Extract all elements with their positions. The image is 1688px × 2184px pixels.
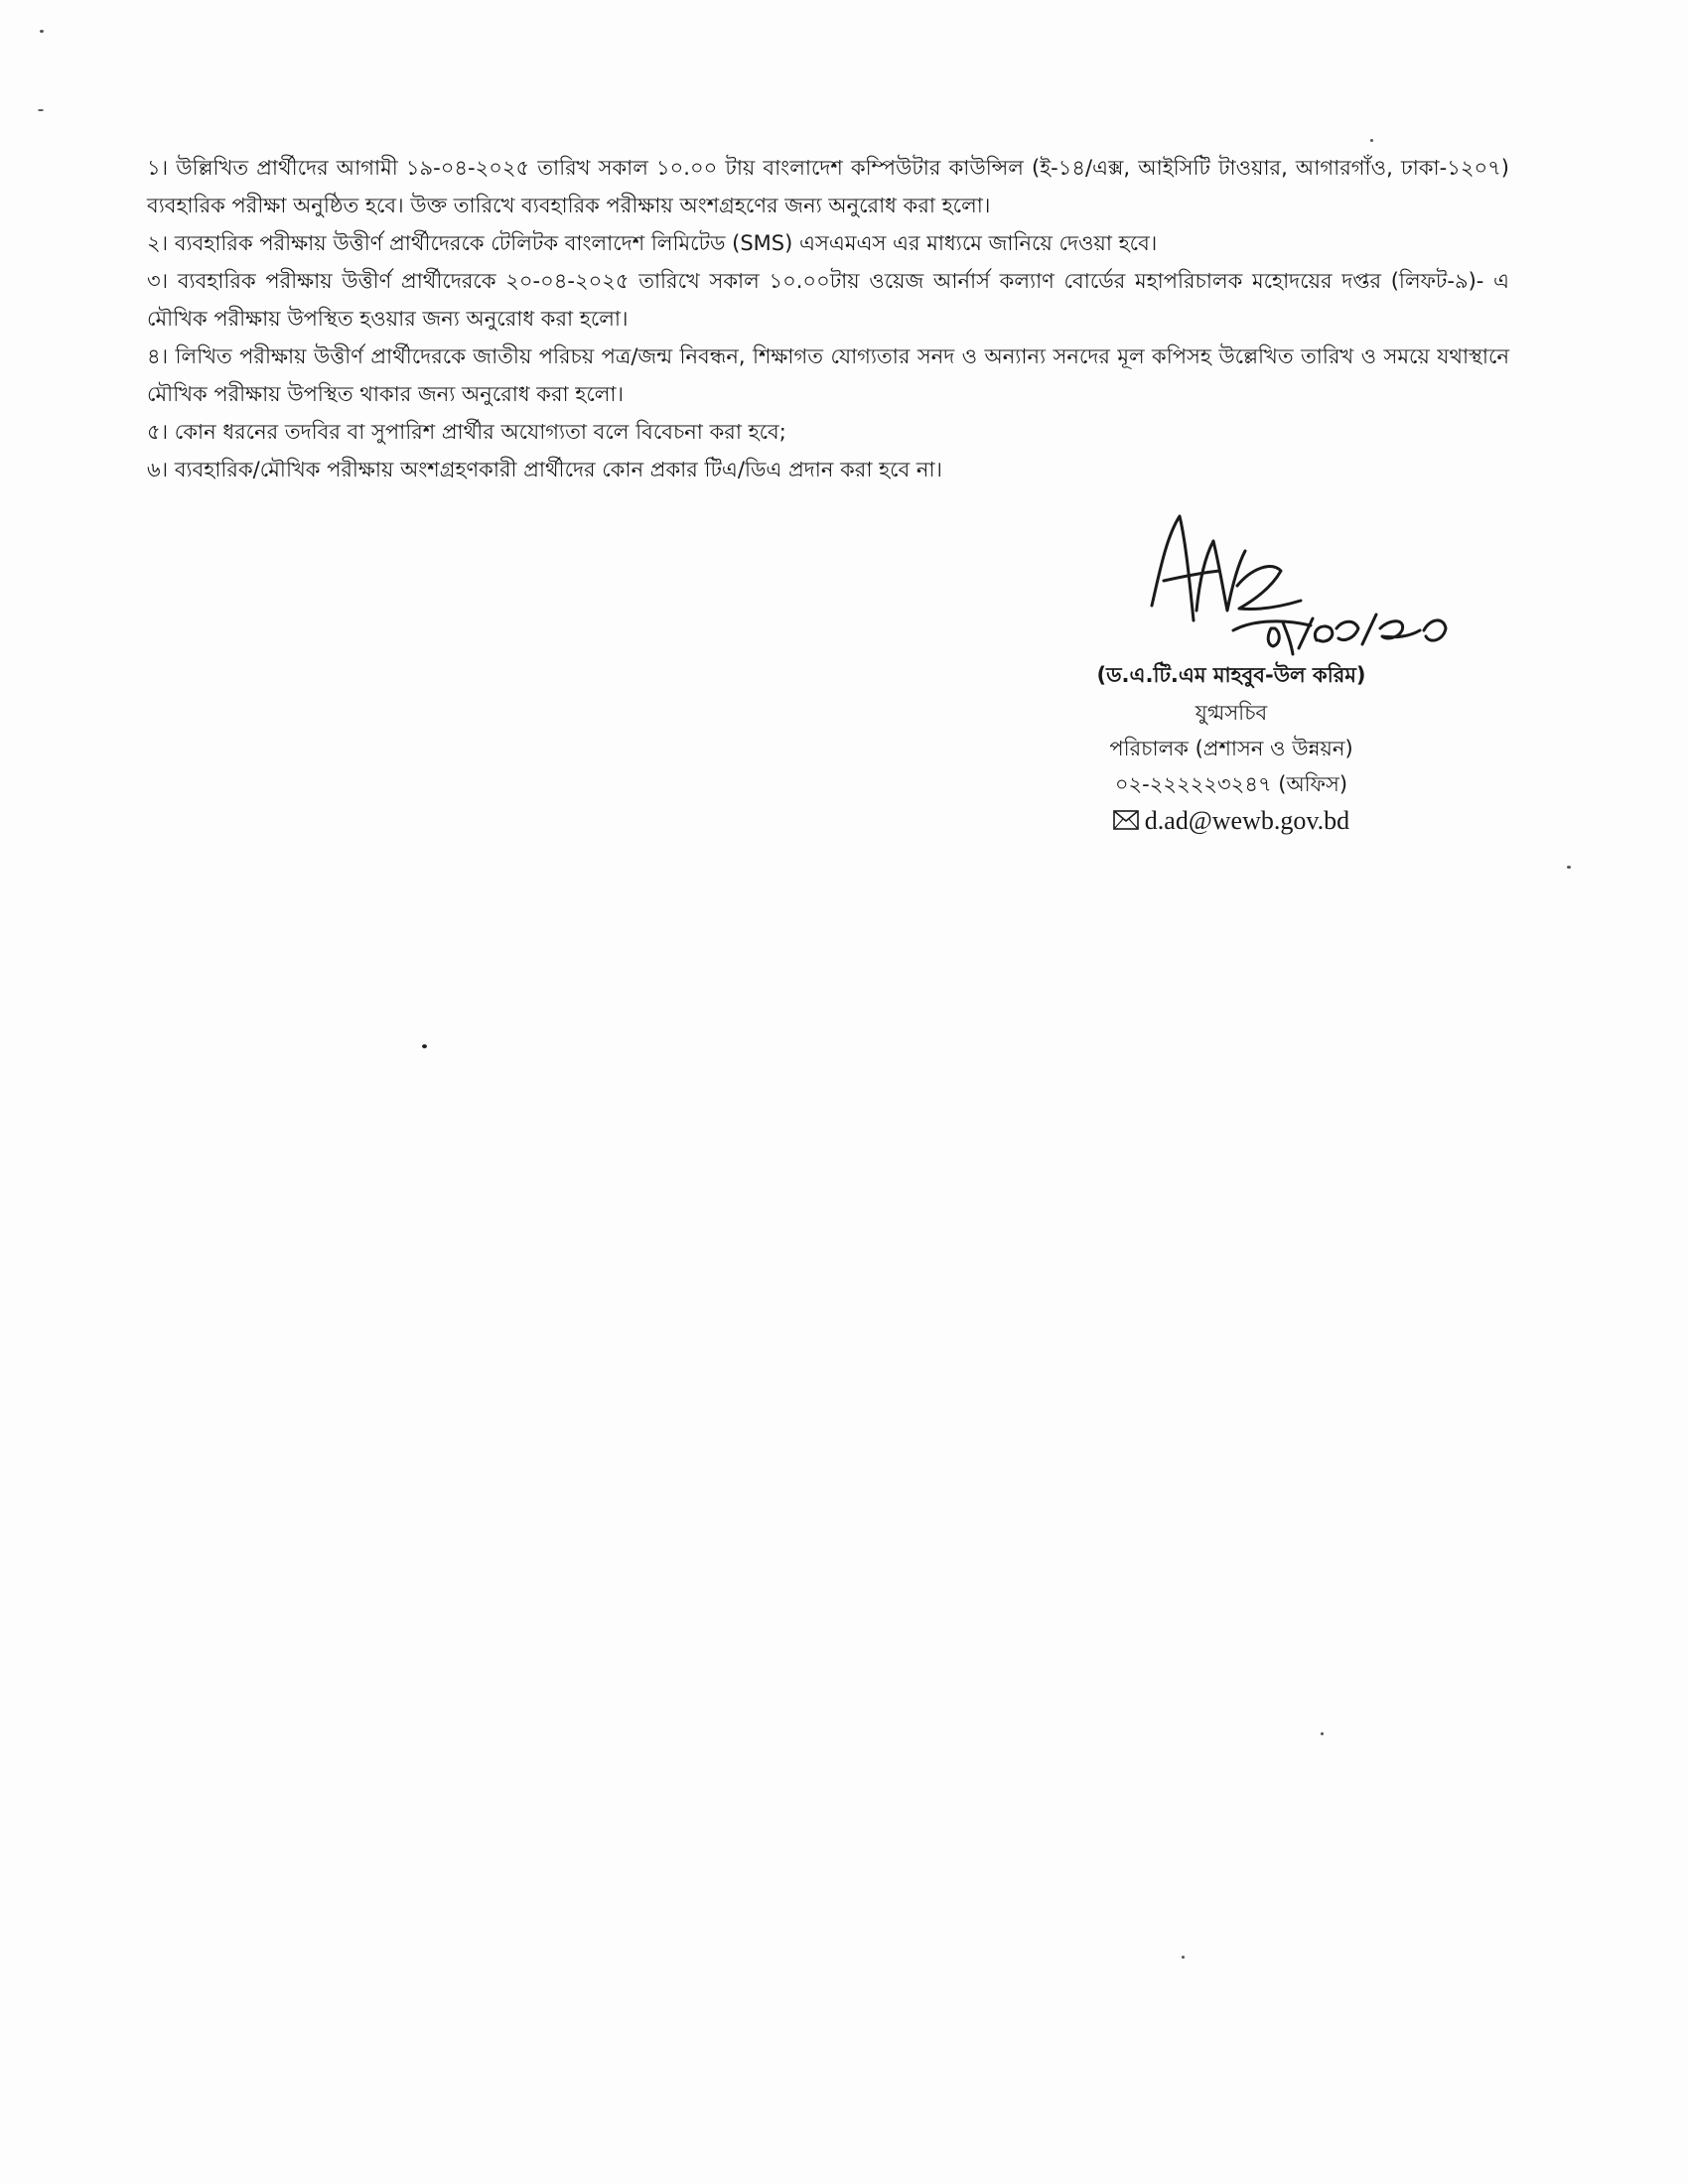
envelope-icon <box>1113 810 1139 830</box>
scan-speck <box>1567 866 1571 869</box>
signature-block <box>1033 511 1470 849</box>
handwritten-signature <box>1142 511 1479 670</box>
scan-speck <box>40 30 44 33</box>
scan-speck <box>1370 139 1373 142</box>
signatory-designation: যুগ্মসচিব <box>1195 701 1268 725</box>
signatory-office: পরিচালক (প্রশাসন ও উন্নয়ন) <box>1109 737 1353 760</box>
signatory-name: (ড.এ.টি.এম মাহবুব-উল করিম) <box>1096 663 1366 687</box>
notice-item: ৬। ব্যবহারিক/মৌখিক পরীক্ষায় অংশগ্রহণকারী প্রার্থীদের কোন প্রকার টিএ/ডিএ প্রদান করা হবে না। <box>147 458 943 481</box>
scan-speck <box>422 1044 427 1048</box>
notice-item: ১। উল্লিখিত প্রার্থীদের আগামী ১৯-০৪-২০২৫ তারিখ সকাল ১০.০০ টায় বাংলাদেশ কম্পিউটার কাউন্সিল (ই-১৪/এক্স, আইসিটি টাওয়ার, আগারগাঁও, ঢাকা-১২০৭) ব্যবহারিক পরীক্ষা অনুষ্ঠিত হবে। উক্ত তারিখে ব্যবহারিক পরীক্ষায় অংশগ্রহণের জন্য অনুরোধ করা হলো। <box>147 156 1509 217</box>
notice-item: ৪। লিখিত পরীক্ষায় উত্তীর্ণ প্রার্থীদেরকে জাতীয় পরিচয় পত্র/জন্ম নিবন্ধন, শিক্ষাগত যোগ্যতার সনদ ও অন্যান্য সনদের মূল কপিসহ উল্লেখিত তারিখ ও সময়ে যথাস্থানে মৌখিক পরীক্ষায় উপস্থিত থাকার জন্য অনুরোধ করা হলো। <box>147 344 1509 406</box>
scan-speck <box>38 109 44 111</box>
notice-item: ২। ব্যবহারিক পরীক্ষায় উত্তীর্ণ প্রার্থীদেরকে টেলিটক বাংলাদেশ লিমিটেড (SMS) এসএমএস এর মাধ্যমে জানিয়ে দেওয়া হবে। <box>147 231 1158 255</box>
notice-item: ৩। ব্যবহারিক পরীক্ষায় উত্তীর্ণ প্রার্থীদেরকে ২০-০৪-২০২৫ তারিখে সকাল ১০.০০টায় ওয়েজ আর্নার্স কল্যাণ বোর্ডের মহাপরিচালক মহোদয়ের দপ্তর (লিফট-৯)- এ মৌখিক পরীক্ষায় উপস্থিত হওয়ার জন্য অনুরোধ করা হলো। <box>147 269 1509 331</box>
scan-speck <box>1321 1732 1324 1735</box>
signatory-email-line <box>1053 803 1410 839</box>
notice-item: ৫। কোন ধরনের তদবির বা সুপারিশ প্রার্থীর অযোগ্যতা বলে বিবেচনা করা হবে; <box>147 420 786 444</box>
scan-speck <box>1182 1956 1185 1959</box>
notice-list <box>147 149 1509 488</box>
signatory-email[interactable]: d.ad@wewb.gov.bd <box>1144 806 1350 835</box>
signatory-phone: ০২-২২২২২৩২৪৭ (অফিস) <box>1114 772 1348 796</box>
